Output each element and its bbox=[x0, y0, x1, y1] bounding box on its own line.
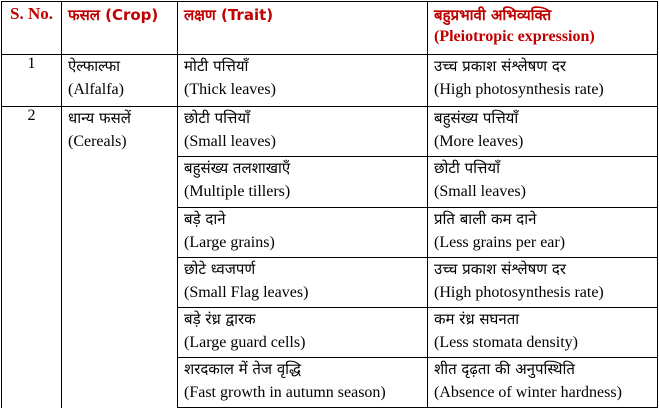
row-sno-empty bbox=[2, 207, 62, 257]
expression-hindi: बहुसंख्य पत्तियाँ bbox=[434, 109, 519, 128]
trait-cell bbox=[178, 55, 428, 107]
expression-cell bbox=[428, 55, 658, 107]
expression-cell bbox=[428, 307, 658, 357]
trait-hindi: शरदकाल में तेज वृद्धि bbox=[184, 359, 302, 378]
crop-hindi: धान्य फसलें bbox=[68, 109, 131, 128]
trait-cell bbox=[178, 357, 428, 407]
trait-english: (Multiple tillers) bbox=[184, 183, 291, 201]
table-row bbox=[2, 157, 658, 207]
expression-cell bbox=[428, 357, 658, 407]
expression-english: (Less stomata density) bbox=[434, 333, 578, 351]
table-row bbox=[2, 357, 658, 407]
expression-english: (Less grains per ear) bbox=[434, 233, 566, 251]
table-row bbox=[2, 55, 658, 107]
expression-english: (Small leaves) bbox=[434, 183, 526, 201]
crop-hindi: ऐल्फाल्फा bbox=[68, 57, 121, 76]
expression-cell bbox=[428, 157, 658, 207]
crop-english: (Alfalfa) bbox=[68, 81, 124, 99]
trait-english: (Thick leaves) bbox=[184, 81, 276, 99]
table-row bbox=[2, 207, 658, 257]
crop-cell bbox=[62, 107, 178, 157]
header-crop-label: फसल (Crop) bbox=[68, 6, 159, 24]
header-pleio-hindi: बहुप्रभावी अभिव्यक्ति bbox=[434, 6, 552, 24]
expression-english: (High photosynthesis rate) bbox=[434, 81, 604, 99]
trait-hindi: छोटे ध्वजपर्ण bbox=[184, 259, 256, 278]
row-sno: 1 bbox=[2, 55, 62, 107]
trait-english: (Fast growth in autumn season) bbox=[184, 383, 386, 401]
row-sno-empty bbox=[2, 257, 62, 307]
header-trait-label: लक्षण (Trait) bbox=[184, 6, 274, 24]
expression-hindi: छोटी पत्तियाँ bbox=[434, 159, 500, 178]
table-header-row bbox=[2, 2, 658, 55]
trait-cell bbox=[178, 157, 428, 207]
row-sno-empty bbox=[2, 307, 62, 357]
trait-cell bbox=[178, 307, 428, 357]
trait-english: (Large grains) bbox=[184, 233, 275, 251]
trait-english: (Small Flag leaves) bbox=[184, 283, 309, 301]
header-crop bbox=[62, 2, 178, 55]
crop-cell-empty bbox=[62, 307, 178, 357]
trait-hindi: छोटी पत्तियाँ bbox=[184, 109, 250, 128]
trait-hindi: बड़े रंध्र द्वारक bbox=[184, 309, 256, 328]
expression-cell bbox=[428, 257, 658, 307]
header-pleiotropic bbox=[428, 2, 658, 55]
expression-hindi: कम रंध्र सघनता bbox=[434, 309, 520, 328]
table-row bbox=[2, 257, 658, 307]
table-row bbox=[2, 107, 658, 157]
row-sno: 2 bbox=[2, 107, 62, 157]
expression-english: (High photosynthesis rate) bbox=[434, 283, 604, 301]
expression-hindi: शीत दृढ़ता की अनुपस्थिति bbox=[434, 359, 575, 378]
expression-hindi: उच्च प्रकाश संश्लेषण दर bbox=[434, 259, 566, 278]
crop-cell-empty bbox=[62, 207, 178, 257]
table-row bbox=[2, 307, 658, 357]
header-pleio-english: (Pleiotropic expression) bbox=[434, 28, 595, 45]
crop-cell-empty bbox=[62, 157, 178, 207]
trait-cell bbox=[178, 207, 428, 257]
expression-cell bbox=[428, 207, 658, 257]
expression-english: (More leaves) bbox=[434, 133, 524, 151]
pleiotropy-table bbox=[1, 1, 658, 408]
crop-cell-empty bbox=[62, 357, 178, 407]
crop-cell-empty bbox=[62, 257, 178, 307]
trait-hindi: मोटी पत्तियाँ bbox=[184, 57, 249, 76]
crop-english: (Cereals) bbox=[68, 133, 127, 151]
expression-cell bbox=[428, 107, 658, 157]
expression-hindi: उच्च प्रकाश संश्लेषण दर bbox=[434, 57, 566, 76]
crop-cell bbox=[62, 55, 178, 107]
row-sno-empty bbox=[2, 157, 62, 207]
expression-hindi: प्रति बाली कम दाने bbox=[434, 209, 537, 228]
header-trait bbox=[178, 2, 428, 55]
trait-cell bbox=[178, 107, 428, 157]
expression-english: (Absence of winter hardness) bbox=[434, 383, 622, 401]
trait-english: (Small leaves) bbox=[184, 133, 276, 151]
row-sno-empty bbox=[2, 357, 62, 407]
trait-cell bbox=[178, 257, 428, 307]
trait-hindi: बड़े दाने bbox=[184, 209, 226, 228]
header-sno: S. No. bbox=[2, 2, 62, 55]
trait-english: (Large guard cells) bbox=[184, 333, 306, 351]
trait-hindi: बहुसंख्य तलशाखाएँ bbox=[184, 159, 291, 178]
